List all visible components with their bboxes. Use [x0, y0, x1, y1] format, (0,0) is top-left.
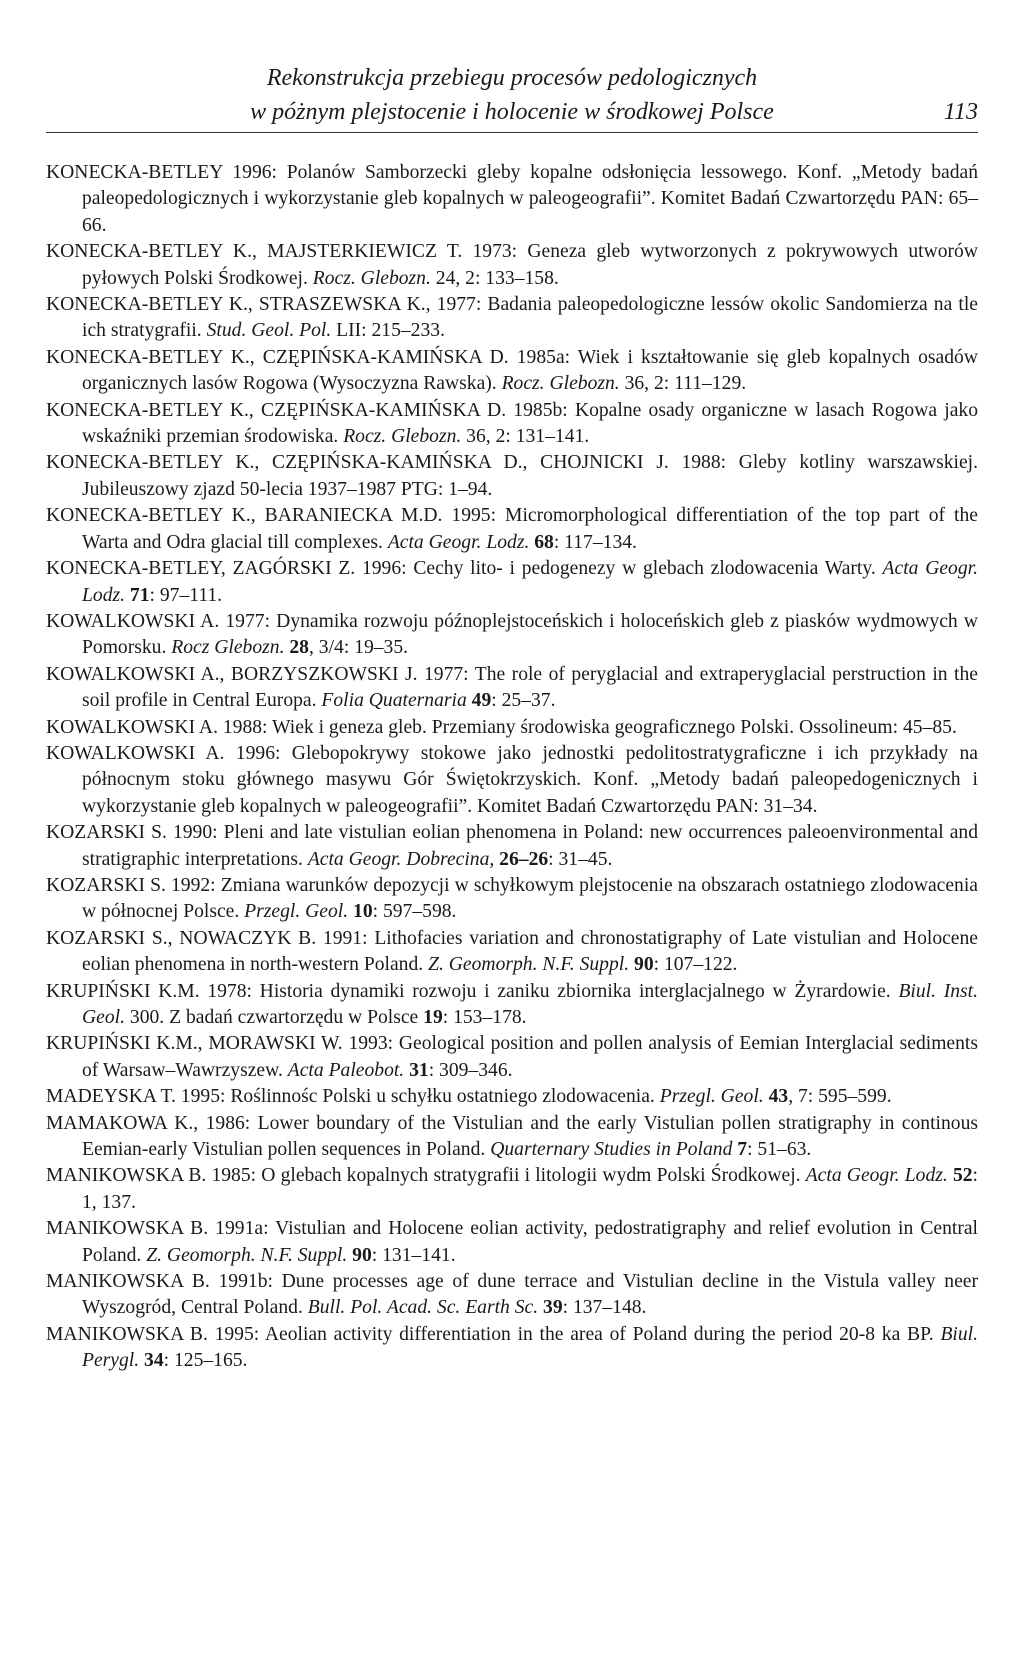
- reference-text: 300. Z badań czwartorzędu w Polsce: [125, 1007, 424, 1028]
- reference-text: MANIKOWSKA B. 1995: Aeolian activity differentiation in the area of Poland during the period 20-8 ka BP.: [46, 1323, 941, 1345]
- reference-text: 49: [466, 690, 492, 712]
- reference-text: 90: [347, 1244, 372, 1266]
- reference-text: : 117–134.: [553, 531, 637, 553]
- reference-text: KONECKA-BETLEY K., CZĘPIŃSKA-KAMIŃSKA D. 1985b: Kopalne osady organiczne w lasach Rogowa jako wskaźniki przemian środowiska.: [46, 399, 978, 448]
- reference-text: , 3/4: 19–35.: [308, 637, 409, 659]
- reference-text: Quarternary Studies in Poland: [490, 1139, 733, 1161]
- reference-text: MAMAKOWA K., 1986: Lower boundary of the Vistulian and the early Vistulian pollen stratigraphy in continous Eemian-early Vistulian pollen sequences in Poland.: [46, 1112, 978, 1161]
- reference-text: Stud. Geol. Pol.: [206, 320, 332, 342]
- reference-text: : 107–122.: [653, 954, 738, 976]
- running-title-line-2: w póżnym plejstocenie i holocenie w środkowej Polsce: [250, 99, 774, 125]
- reference-text: 28: [284, 637, 309, 659]
- reference-entry: [46, 715, 978, 741]
- reference-text: 7: [732, 1139, 748, 1161]
- page-number: 113: [943, 99, 978, 125]
- reference-text: KOZARSKI S. 1990: Pleni and late vistulian eolian phenomena in Poland: new occurrences paleoenvironmental and stratigraphic interpretations.: [46, 822, 978, 870]
- reference-text: Przegl. Geol.: [659, 1086, 764, 1108]
- reference-text: Bull. Pol. Acad. Sc. Earth Sc.: [307, 1297, 539, 1319]
- reference-text: Acta Geogr. Lodz.: [805, 1165, 948, 1187]
- reference-text: Przegl. Geol.: [244, 901, 349, 923]
- reference-text: Acta Paleobot.: [287, 1059, 405, 1081]
- reference-entry: [46, 1216, 978, 1269]
- reference-text: MANIKOWSKA B. 1991b: Dune processes age of dune terrace and Vistulian decline in the Vistula valley neer Wyszogród, Central Poland.: [46, 1271, 978, 1319]
- reference-text: 36, 2: 131–141.: [461, 426, 590, 448]
- reference-entry: [46, 160, 978, 239]
- running-title-line-1: Rekonstrukcja przebiegu procesów pedologicznych: [266, 65, 758, 91]
- reference-text: : 131–141.: [371, 1244, 456, 1266]
- reference-text: Biul. Perygl.: [82, 1323, 978, 1372]
- reference-text: 43: [763, 1086, 789, 1108]
- reference-text: KONECKA-BETLEY K., MAJSTERKIEWICZ T. 1973: Geneza gleb wytworzonych z pokrywowych utworów pyłowych Polski Środkowej.: [46, 241, 978, 289]
- reference-text: Acta Geogr. Lodz.: [387, 531, 530, 553]
- reference-text: KRUPIŃSKI K.M., MORAWSKI W. 1993: Geological position and pollen analysis of Eemian Interglacial sediments of Warsaw–Wawrzyszew.: [46, 1033, 978, 1081]
- reference-text: 39: [538, 1297, 563, 1319]
- reference-text: Rocz Glebozn.: [171, 637, 285, 659]
- reference-entry: [46, 609, 978, 662]
- reference-text: , 7: 595–599.: [788, 1086, 892, 1108]
- reference-text: : 51–63.: [747, 1139, 812, 1161]
- reference-text: Rocz. Glebozn.: [343, 426, 462, 448]
- reference-entry: [46, 979, 978, 1032]
- reference-text: : 153–178.: [442, 1007, 527, 1028]
- reference-text: KOZARSKI S., NOWACZYK B. 1991: Lithofacies variation and chronostatigraphy of Late vistulian and Holocene eolian phenomena in north-western Poland.: [46, 927, 978, 976]
- reference-text: KOWALKOWSKI A. 1977: Dynamika rozwoju późnoplejstoceńskich i holoceńskich gleb z piasków wydmowych w Pomorsku.: [46, 610, 978, 659]
- reference-entry: [46, 450, 978, 503]
- reference-text: KONECKA-BETLEY, ZAGÓRSKI Z. 1996: Cechy lito- i pedogenezy w glebach zlodowacenia Warty.: [46, 558, 883, 580]
- reference-text: Folia Quaternaria: [321, 690, 467, 712]
- running-header: [0, 64, 1024, 134]
- reference-entry: [46, 503, 978, 556]
- reference-text: KOZARSKI S. 1992: Zmiana warunków depozycji w schyłkowym plejstocenie na obszarach ostatniego zlodowacenia w północnej Polsce.: [46, 874, 978, 923]
- reference-text: 26–26: [494, 848, 549, 870]
- reference-text: 31: [404, 1059, 429, 1081]
- reference-text: KONECKA-BETLEY K., CZĘPIŃSKA-KAMIŃSKA D. 1985a: Wiek i kształtowanie się gleb kopalnych osadów organicznych lasów Rogowa (Wysoczyzna Rawska).: [46, 346, 978, 395]
- reference-entry: [46, 741, 978, 820]
- reference-text: 24, 2: 133–158.: [430, 267, 559, 289]
- reference-text: : 309–346.: [428, 1059, 513, 1081]
- reference-text: KRUPIŃSKI K.M. 1978: Historia dynamiki rozwoju i zaniku zbiornika interglacjalnego w Żyrardowie.: [46, 980, 899, 1002]
- reference-text: MADEYSKA T. 1995: Roślinnośc Polski u schyłku ostatniego zlodowacenia.: [46, 1086, 660, 1108]
- reference-entry: [46, 1031, 978, 1084]
- reference-text: MANIKOWSKA B. 1985: O glebach kopalnych stratygrafii i litologii wydm Polski Środkowej.: [46, 1165, 806, 1187]
- reference-text: Acta Geogr. Lodz.: [82, 558, 978, 606]
- reference-text: : 25–37.: [491, 690, 556, 712]
- reference-entry: [46, 398, 978, 451]
- reference-text: KONECKA-BETLEY K., STRASZEWSKA K., 1977: Badania paleopedologiczne lessów okolic Sandomierza na tle ich stratygrafii.: [46, 294, 978, 342]
- reference-text: LII: 215–233.: [331, 320, 445, 342]
- reference-entry: [46, 873, 978, 926]
- reference-entry: [46, 556, 978, 609]
- reference-entry: [46, 239, 978, 292]
- header-rule: [46, 132, 978, 133]
- reference-text: Rocz. Glebozn.: [501, 373, 620, 395]
- reference-entry: [46, 1111, 978, 1164]
- reference-entry: [46, 345, 978, 398]
- reference-text: 34: [139, 1350, 164, 1372]
- reference-text: KONECKA-BETLEY K., BARANIECKA M.D. 1995: Micromorphological differentiation of the top part of the Warta and Odra glacial till complexes.: [46, 505, 978, 553]
- reference-text: : 97–111.: [149, 584, 223, 606]
- reference-text: : 137–148.: [562, 1297, 647, 1319]
- reference-text: 10: [348, 901, 373, 923]
- reference-list: [46, 160, 978, 1375]
- reference-text: Rocz. Glebozn.: [312, 267, 431, 289]
- reference-text: Z. Geomorph. N.F. Suppl.: [428, 954, 630, 976]
- reference-text: KOWALKOWSKI A. 1996: Glebopokrywy stokowe jako jednostki pedolitostratygraficzne i ich przykłady na północnym stoku głównego masywu Gór Świętokrzyskich. Konf. „Metody badań paleopedogenicznych i wykorzystanie gleb kopalnych w paleogeografii”. Komitet Badań Czwartorzędu PAN: 31–34.: [46, 742, 978, 817]
- reference-entry: [46, 292, 978, 345]
- reference-text: 19: [423, 1007, 443, 1028]
- reference-text: 52: [947, 1165, 973, 1187]
- reference-text: KOWALKOWSKI A., BORZYSZKOWSKI J. 1977: The role of peryglacial and extraperyglacial perstruction in the soil profile in Central Europa.: [46, 663, 978, 712]
- reference-text: : 125–165.: [163, 1350, 248, 1372]
- reference-text: 36, 2: 111–129.: [619, 373, 747, 395]
- reference-text: KONECKA-BETLEY 1996: Polanów Samborzecki gleby kopalne odsłonięcia lessowego. Konf. „Metody badań paleopedologicznych i wykorzystanie gleb kopalnych w paleogeografii”. Komitet Badań Czwartorzędu PAN: 65–66.: [46, 162, 978, 236]
- reference-entry: [46, 1163, 978, 1216]
- reference-text: Acta Geogr. Dobrecina,: [307, 848, 495, 870]
- reference-entry: [46, 1084, 978, 1110]
- reference-text: 90: [629, 954, 654, 976]
- reference-text: KOWALKOWSKI A. 1988: Wiek i geneza gleb. Przemiany środowiska geograficznego Polski. Ossolineum: 45–85.: [46, 716, 957, 738]
- reference-text: Z. Geomorph. N.F. Suppl.: [146, 1244, 348, 1266]
- reference-text: 68: [529, 531, 554, 553]
- reference-entry: [46, 1322, 978, 1375]
- reference-text: : 597–598.: [372, 901, 457, 923]
- reference-text: : 31–45.: [548, 848, 613, 870]
- reference-entry: [46, 1269, 978, 1322]
- reference-text: Biul. Inst. Geol.: [82, 980, 978, 1028]
- reference-entry: [46, 926, 978, 979]
- reference-text: MANIKOWSKA B. 1991a: Vistulian and Holocene eolian activity, pedostratigraphy and relief evolution in Central Poland.: [46, 1218, 978, 1266]
- reference-entry: [46, 662, 978, 715]
- reference-text: KONECKA-BETLEY K., CZĘPIŃSKA-KAMIŃSKA D., CHOJNICKI J. 1988: Gleby kotliny warszawskiej. Jubileuszowy zjazd 50-lecia 1937–1987 PTG: 1–94.: [46, 452, 978, 500]
- reference-text: : 1, 137.: [82, 1165, 978, 1213]
- reference-entry: [46, 820, 978, 873]
- reference-text: 71: [125, 584, 150, 606]
